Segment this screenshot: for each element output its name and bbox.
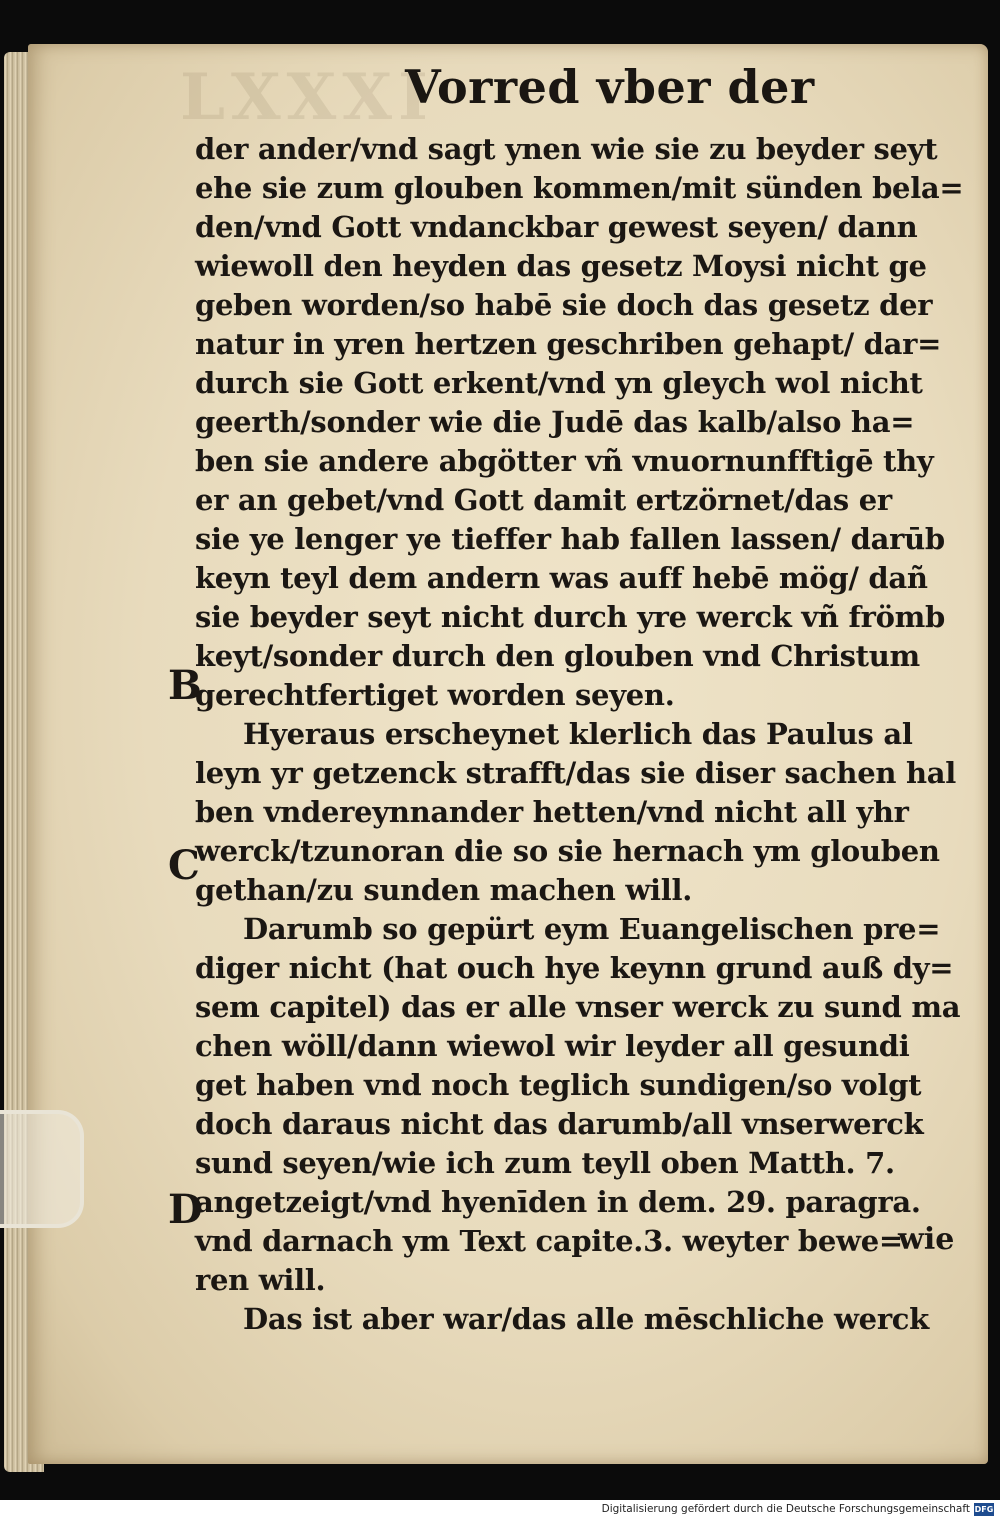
text-line: ben vndereynnander hetten/vnd nicht all yhr [195,795,909,829]
text-line: get haben vnd noch teglich sundigen/so volgt [195,1068,922,1102]
funding-credit: Digitalisierung gefördert durch die Deutsche Forschungsgemeinschaft [601,1503,970,1515]
text-line: wiewoll den heyden das gesetz Moysi nicht ge [195,249,927,283]
text-line: vnd darnach ym Text capite.3. weyter bewe= [195,1224,903,1258]
text-line: leyn yr getzenck strafft/das sie diser sachen hal [195,756,956,790]
text-line: doch daraus nicht das darumb/all vnserwerck [195,1107,924,1141]
text-line: der ander/vnd sagt ynen wie sie zu beyder seyt [195,132,938,166]
text-line: keyt/sonder durch den glouben vnd Christum [195,639,920,673]
text-line: sie beyder seyt nicht durch yre werck vñ frömb [195,600,946,634]
text-line: geben worden/so habē sie doch das gesetz der [195,288,933,322]
margin-marker-c: C [168,842,200,889]
catchword: wie [898,1222,955,1257]
dfg-logo: DFG [974,1505,994,1514]
text-line: gethan/zu sunden machen will. [195,873,692,907]
text-line: gerechtfertiget worden seyen. [195,678,675,712]
text-line: angetzeigt/vnd hyenīden in dem. 29. paragra. [195,1185,921,1219]
footer-bar [0,1500,1000,1520]
text-line: durch sie Gott erkent/vnd yn gleych wol nicht [195,366,923,400]
text-line: Das ist aber war/das alle mēschliche werck [243,1302,929,1336]
text-line: Hyeraus erscheynet klerlich das Paulus al [243,717,913,751]
text-line: den/vnd Gott vndanckbar gewest seyen/ dann [195,210,918,244]
body-text [195,130,965,1339]
text-line: diger nicht (hat ouch hye keynn grund auß dy= [195,951,954,985]
text-line: keyn teyl dem andern was auff hebē mög/ dañ [195,561,928,595]
margin-marker-d: D [168,1186,203,1233]
bleed-through-folio: LXXXI [180,60,434,135]
margin-marker-b: B [168,662,202,709]
text-line: Darumb so gepürt eym Euangelischen pre= [243,912,941,946]
text-line: ehe sie zum glouben kommen/mit sünden bela= [195,171,964,205]
text-line: sie ye lenger ye tieffer hab fallen lassen/ darūb [195,522,945,556]
text-line: werck/tzunoran die so sie hernach ym glouben [195,834,940,868]
text-line: natur in yren hertzen geschriben gehapt/ dar= [195,327,942,361]
book-clip [0,1110,84,1228]
text-line: ren will. [195,1263,326,1297]
text-line: sund seyen/wie ich zum teyll oben Matth. 7. [195,1146,895,1180]
running-title: Vorred vber der [405,60,815,114]
text-line: chen wöll/dann wiewol wir leyder all gesundi [195,1029,910,1063]
text-line: er an gebet/vnd Gott damit ertzörnet/das er [195,483,892,517]
text-line: geerth/sonder wie die Judē das kalb/also ha= [195,405,915,439]
text-line: sem capitel) das er alle vnser werck zu sund ma [195,990,961,1024]
text-line: ben sie andere abgötter vñ vnuornunfftigē thy [195,444,934,478]
